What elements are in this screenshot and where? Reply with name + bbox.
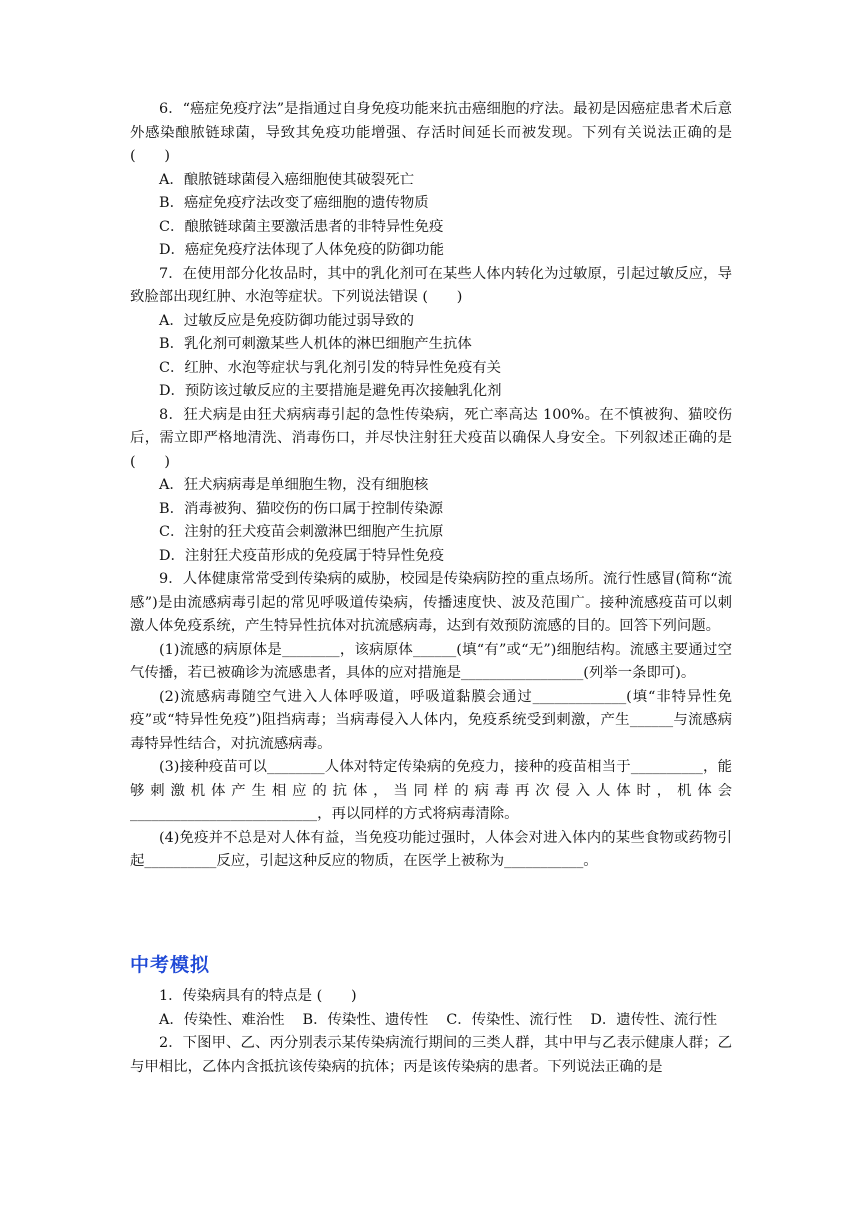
option-d: D．注射狂犬疫苗形成的免疫属于特异性免疫 — [159, 547, 444, 564]
option-a: A．狂犬病病毒是单细胞生物，没有细胞核 — [159, 477, 429, 493]
question-stem: 6．“癌症免疫疗法”是指通过自身免疫功能来抗击癌细胞的疗法。最初是因癌症患者术后意外感染酿脓链球菌，导致其免疫功能增强、存活时间延长而被发现。下列有关说法正确的是 ( ) — [130, 101, 732, 164]
options-row — [130, 1009, 732, 1033]
option-b: B．乳化剂可刺激某些人机体的淋巴细胞产生抗体 — [159, 336, 472, 352]
question-part-4: (4)免疫并不总是对人体有益，当免疫功能过强时，人体会对进入体内的某些食物或药物引起__________反应，引起这种反应的物质，在医学上被称为___________。 — [130, 829, 732, 869]
option-d: D．遗传性、流行性 — [590, 1011, 718, 1028]
question-6 — [130, 98, 732, 263]
question-8 — [130, 404, 732, 569]
mock-exam-block — [130, 985, 732, 1079]
question-7 — [130, 263, 732, 404]
option-b: B．癌症免疫疗法改变了癌细胞的遗传物质 — [159, 195, 429, 211]
question-9 — [130, 568, 732, 874]
question-stem: 2．下图甲、乙、丙分别表示某传染病流行期间的三类人群，其中甲与乙表示健康人群；乙与甲相比，乙体内含抵抗该传染病的抗体；丙是该传染病的患者。下列说法正确的是 — [130, 1035, 732, 1075]
option-a: A．酿脓链球菌侵入癌细胞使其破裂死亡 — [159, 171, 415, 188]
option-b: B．消毒被狗、猫咬伤的伤口属于控制传染源 — [159, 500, 443, 517]
option-c: C．传染性、流行性 — [446, 1011, 573, 1028]
question-stem: 8．狂犬病是由狂犬病病毒引起的急性传染病，死亡率高达 100%。在不慎被狗、猫咬伤后，需立即严格地清洗、消毒伤口，并尽快注射狂犬疫苗以确保人身安全。下列叙述正确的是 ( ) — [130, 406, 732, 470]
question-part-2: (2)流感病毒随空气进入人体呼吸道，呼吸道黏膜会通过_____________(填“非特异性免疫”或“特异性免疫”)阻挡病毒；当病毒侵入人体内，免疫系统受到刺激，产生______与流感病毒特异性结合，对抗流感病毒。 — [130, 688, 732, 752]
mock-question-1 — [130, 985, 732, 1032]
mock-question-2 — [130, 1032, 732, 1079]
option-c: C．红肿、水泡等症状与乳化剂引发的特异性免疫有关 — [159, 359, 501, 376]
option-c: C．注射的狂犬疫苗会刺激淋巴细胞产生抗原 — [159, 524, 444, 540]
question-stem: 9．人体健康常常受到传染病的威胁，校园是传染病防控的重点场所。流行性感冒(简称“流感”)是由流感病毒引起的常见呼吸道传染病，传播速度快、波及范围广。接种流感疫苗可以刺激人体免疫系统，产生特异性抗体对抗流感病毒，达到有效预防流感的目的。回答下列问题。 — [130, 571, 732, 634]
option-d: D．癌症免疫疗法体现了人体免疫的防御功能 — [159, 242, 444, 258]
option-c: C．酿脓链球菌主要激活患者的非特异性免疫 — [159, 218, 444, 235]
option-b: B．传染性、遗传性 — [302, 1011, 429, 1028]
exercise-block — [130, 98, 732, 874]
question-part-1: (1)流感的病原体是________，该病原体______(填“有”或“无”)细胞结构。流感主要通过空气传播，若已被确诊为流感患者，具体的应对措施是_________________(列举一条即可)。 — [130, 641, 732, 681]
option-a: A．传染性、难治性 — [159, 1011, 285, 1028]
option-a: A．过敏反应是免疫防御功能过弱导致的 — [159, 312, 415, 329]
question-part-3: (3)接种疫苗可以________人体对特定传染病的免疫力，接种的疫苗相当于__________，能够刺激机体产生相应的抗体，当同样的病毒再次侵入人体时，机体会__________________________，再以同样的方式将病毒清除。 — [130, 759, 732, 822]
option-d: D．预防该过敏反应的主要措施是避免再次接触乳化剂 — [159, 383, 502, 399]
question-stem: 1．传染病具有的特点是 ( ) — [159, 988, 357, 1004]
section-title: 中考模拟 — [130, 954, 211, 976]
question-stem: 7．在使用部分化妆品时，其中的乳化剂可在某些人体内转化为过敏原，引起过敏反应，导致脸部出现红肿、水泡等症状。下列说法错误 ( ) — [130, 265, 732, 305]
